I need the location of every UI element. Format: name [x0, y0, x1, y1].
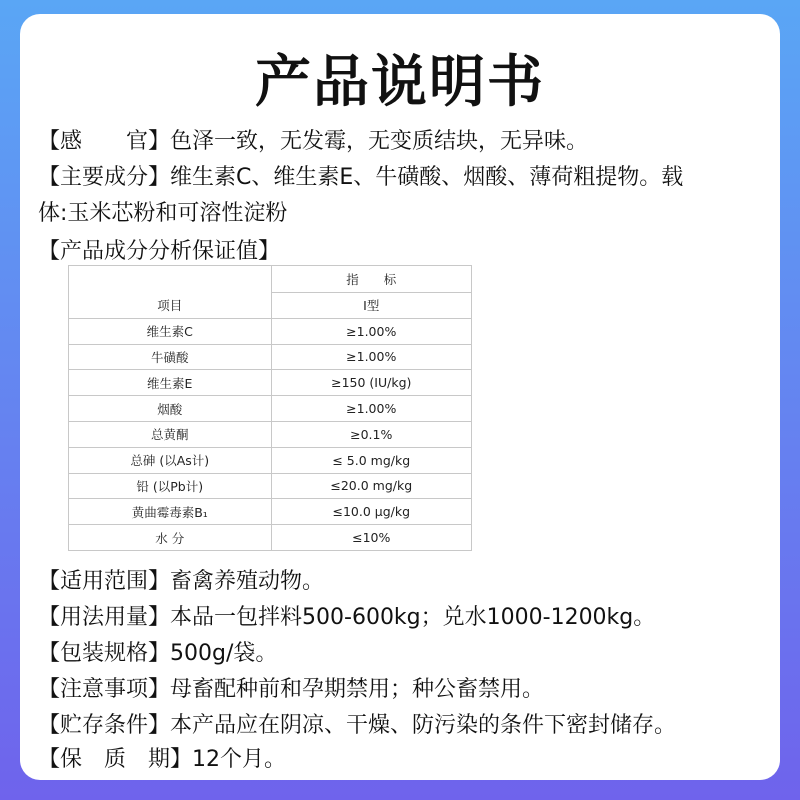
section-label: 【保 质 期】 — [38, 747, 193, 772]
guarantee-table-wrap — [68, 265, 472, 549]
section-label: 【产品成分分析保证值】 — [38, 239, 281, 264]
section-label: 【感 官】 — [38, 129, 171, 154]
section-value: 本品一包拌料500-600kg；兑水1000-1200kg。 — [170, 605, 656, 630]
section-value: 12个月。 — [192, 747, 287, 772]
table-cell-value: ≤10% — [271, 525, 472, 551]
table-cell-value: ≥1.00% — [271, 344, 472, 370]
table-cell-item: 牛磺酸 — [69, 344, 272, 370]
table-cell-item: 烟酸 — [69, 396, 272, 422]
guarantee-table — [68, 265, 472, 551]
section-label: 【注意事项】 — [38, 677, 171, 702]
section-fanwei — [38, 564, 766, 600]
table-cell-item: 总黄酮 — [69, 421, 272, 447]
section-label: 【贮存条件】 — [38, 713, 171, 738]
table-row — [69, 473, 472, 499]
section-label: 【适用范围】 — [38, 569, 171, 594]
table-header-index: 指 标 — [271, 266, 472, 293]
section-chengfen — [38, 160, 766, 196]
table-cell-item: 维生素C — [69, 318, 272, 344]
table-row — [69, 370, 472, 396]
table-cell-value: ≤10.0 μg/kg — [271, 499, 472, 525]
table-cell-item: 总砷 (以As计) — [69, 447, 272, 473]
section-value: 维生素C、维生素E、牛磺酸、烟酸、薄荷粗提物。载 — [170, 165, 684, 190]
page-title: 产品说明书 — [255, 50, 545, 115]
section-label: 【包装规格】 — [38, 641, 171, 666]
section-baozhuang — [38, 636, 766, 672]
table-row — [69, 318, 472, 344]
table-cell-item: 黄曲霉毒素B₁ — [69, 499, 272, 525]
table-cell-item: 铅 (以Pb计) — [69, 473, 272, 499]
table-cell-value: ≥150 (IU/kg) — [271, 370, 472, 396]
table-row — [69, 525, 472, 551]
table-row — [69, 447, 472, 473]
table-cell-value: ≤ 5.0 mg/kg — [271, 447, 472, 473]
table-cell-item: 维生素E — [69, 370, 272, 396]
section-value: 500g/袋。 — [170, 641, 278, 666]
section-zhuyi — [38, 672, 766, 708]
section-value: 畜禽养殖动物。 — [170, 569, 325, 594]
section-chengfen-cont — [38, 196, 766, 232]
table-cell-value: ≥1.00% — [271, 396, 472, 422]
section-ganguan — [38, 124, 766, 160]
table-header-type: Ⅰ型 — [271, 293, 472, 319]
section-value: 本产品应在阴凉、干燥、防污染的条件下密封储存。 — [170, 713, 677, 738]
section-value: 色泽一致，无发霉，无变质结块，无异味。 — [170, 129, 589, 154]
table-header-item: 项目 — [69, 266, 272, 319]
section-yongfa — [38, 600, 766, 636]
table-row — [69, 396, 472, 422]
section-label: 【用法用量】 — [38, 605, 171, 630]
table-header-row — [69, 266, 472, 293]
section-label: 【主要成分】 — [38, 165, 171, 190]
table-row — [69, 344, 472, 370]
section-value: 母畜配种前和孕期禁用；种公畜禁用。 — [170, 677, 545, 702]
table-row — [69, 421, 472, 447]
table-row — [69, 499, 472, 525]
instruction-card — [20, 14, 780, 780]
table-cell-value: ≥1.00% — [271, 318, 472, 344]
section-zhucun — [38, 708, 766, 744]
table-cell-value: ≥0.1% — [271, 421, 472, 447]
section-baozhi — [38, 742, 766, 778]
table-cell-value: ≤20.0 mg/kg — [271, 473, 472, 499]
table-cell-item: 水 分 — [69, 525, 272, 551]
section-value-cont: 体:玉米芯粉和可溶性淀粉 — [38, 201, 288, 226]
